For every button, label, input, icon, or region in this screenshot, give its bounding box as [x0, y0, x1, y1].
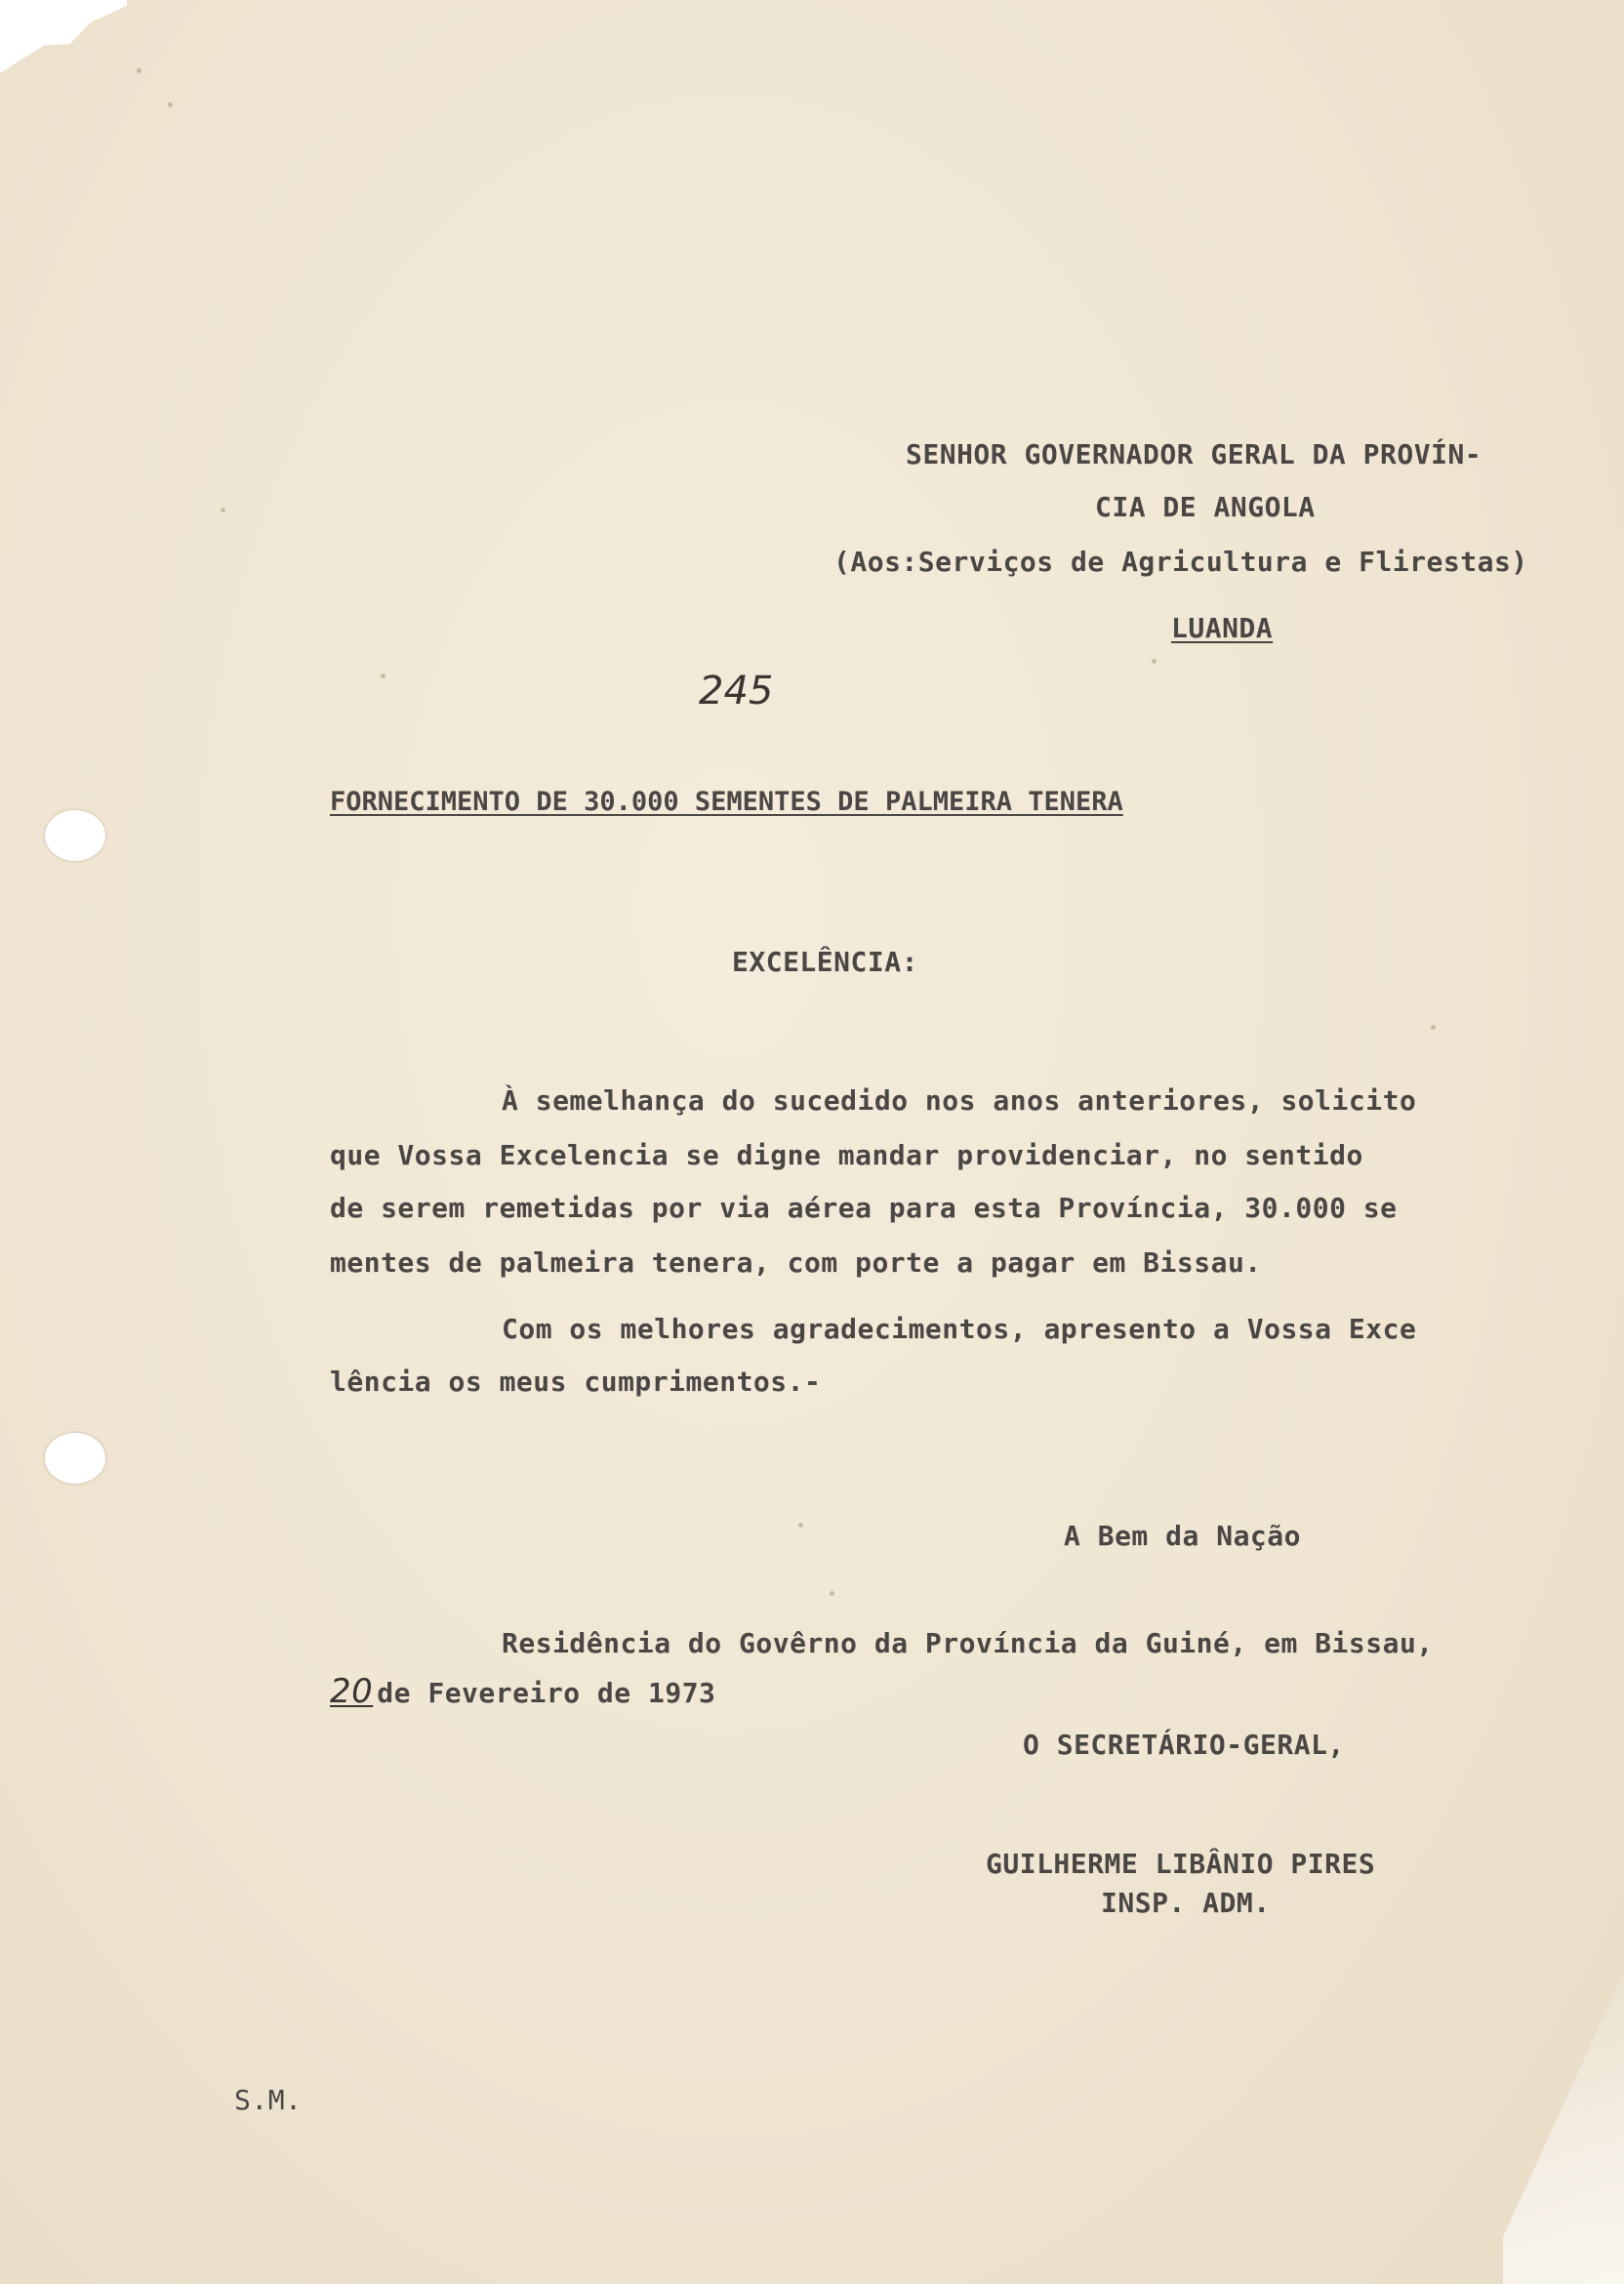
paragraph-line: lência os meus cumprimentos.- — [330, 1366, 822, 1398]
salutation: EXCELÊNCIA: — [732, 946, 918, 978]
signatory-title: O SECRETÁRIO-GERAL, — [1023, 1729, 1345, 1761]
addressee-line-2: CIA DE ANGOLA — [1095, 491, 1316, 523]
paper-speck — [168, 102, 173, 107]
date-rest: de Fevereiro de 1973 — [377, 1677, 716, 1709]
addressee-line-1: SENHOR GOVERNADOR GERAL DA PROVÍN- — [906, 438, 1482, 470]
date-line — [330, 1672, 716, 1711]
paper-speck — [137, 68, 142, 73]
paragraph-line: Com os melhores agradecimentos, apresento a Vossa Exce — [502, 1313, 1417, 1345]
folded-corner — [1503, 1972, 1624, 2284]
addressee-line-3: (Aos:Serviços de Agricultura e Flirestas) — [833, 546, 1528, 578]
paragraph-line: À semelhança do sucedido nos anos anteriores, solicito — [502, 1084, 1417, 1117]
paragraph-line: que Vossa Excelencia se digne mandar providenciar, no sentido — [330, 1139, 1363, 1171]
date-day-handwritten: 20 — [330, 1672, 374, 1711]
paper-speck — [221, 508, 225, 512]
punch-hole-bottom — [45, 1433, 105, 1484]
paragraph-line: mentes de palmeira tenera, com porte a pagar em Bissau. — [330, 1246, 1262, 1279]
reference-number: 245 — [699, 669, 774, 714]
paper-speck — [798, 1523, 803, 1528]
paper-speck — [1152, 659, 1157, 664]
paper-speck — [830, 1591, 834, 1596]
punch-hole-top — [45, 810, 105, 861]
subject-line: FORNECIMENTO DE 30.000 SEMENTES DE PALMEIRA TENERA — [330, 787, 1123, 817]
closing-formula: A Bem da Nação — [1064, 1520, 1302, 1552]
paper-speck — [1431, 1025, 1436, 1030]
typist-initials: S.M. — [234, 2084, 303, 2116]
paragraph-line: de serem remetidas por via aérea para esta Província, 30.000 se — [330, 1192, 1398, 1224]
signatory-position: INSP. ADM. — [1101, 1887, 1271, 1919]
location-line: Residência do Govêrno da Província da Guiné, em Bissau, — [502, 1627, 1434, 1659]
addressee-city: LUANDA — [1171, 612, 1274, 644]
signatory-name: GUILHERME LIBÂNIO PIRES — [986, 1848, 1376, 1880]
torn-corner — [0, 0, 127, 73]
paper-speck — [381, 673, 386, 678]
